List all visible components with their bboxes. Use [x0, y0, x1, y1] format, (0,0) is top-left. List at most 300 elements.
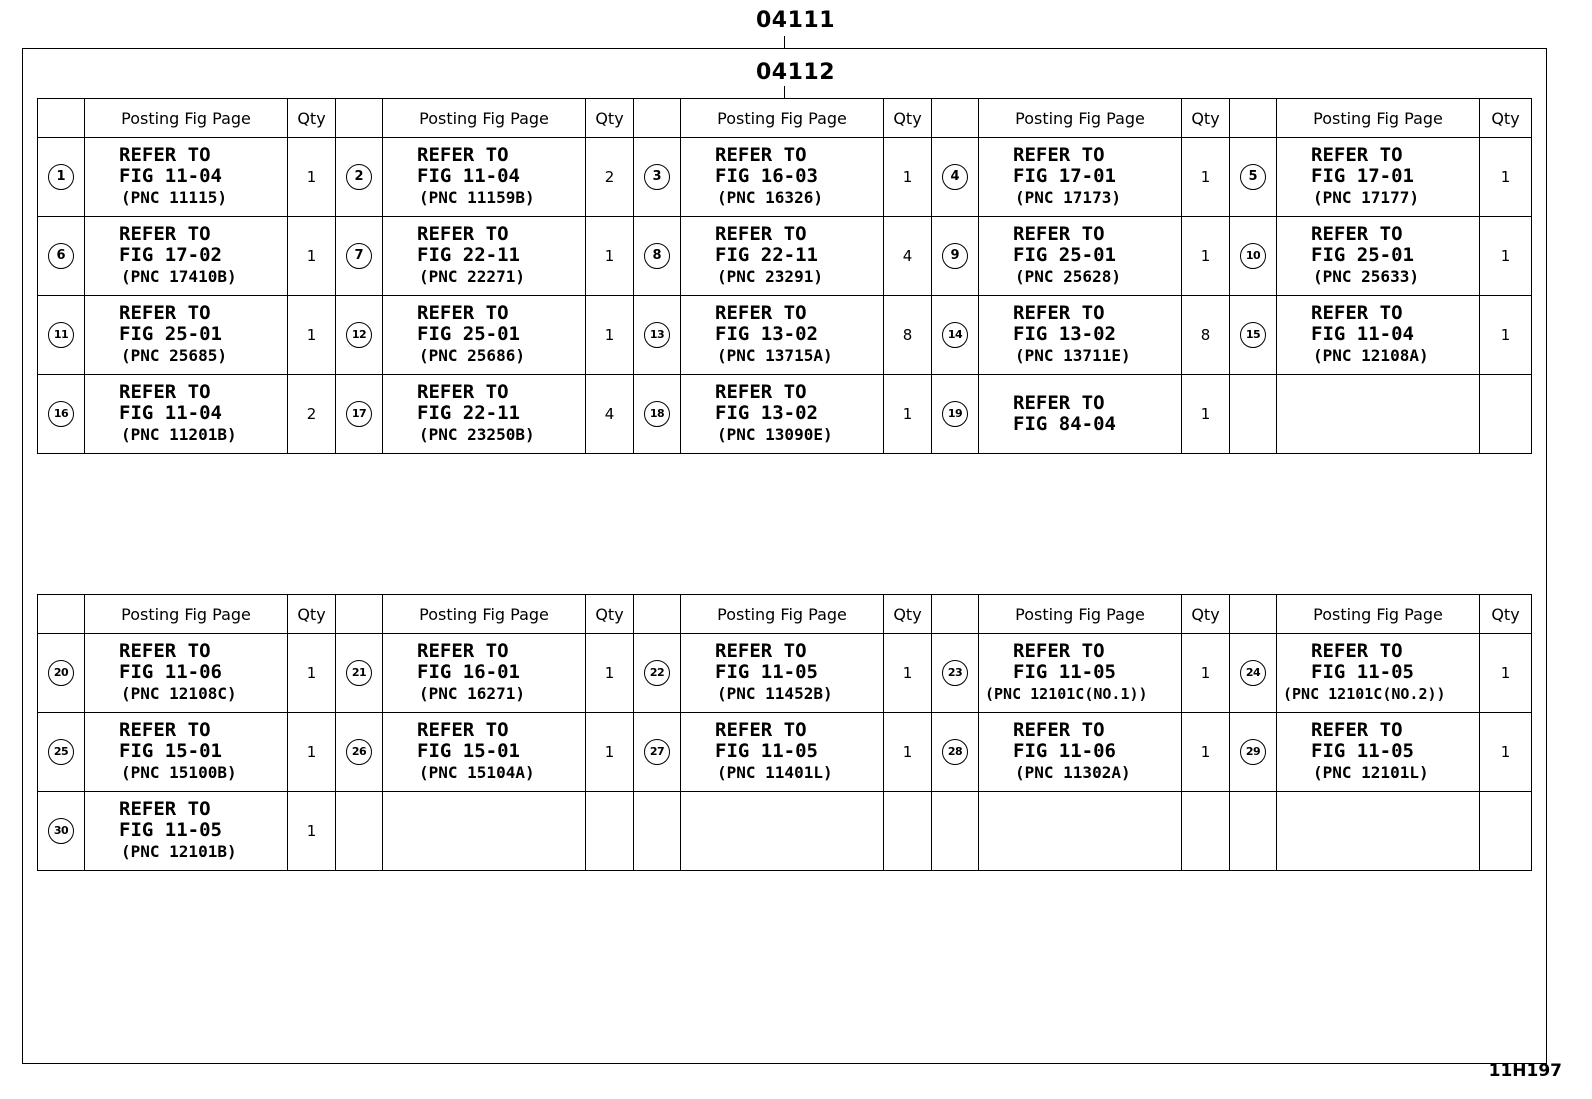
posting-fig-cell — [1277, 138, 1480, 217]
posting-fig-cell — [681, 217, 884, 296]
posting-fig-cell — [383, 296, 586, 375]
qty-cell — [884, 634, 932, 713]
refer-to-label: REFER TO — [119, 144, 211, 166]
qty-cell — [884, 375, 932, 454]
callout-number: 4 — [942, 164, 968, 190]
qty-value: 1 — [1500, 326, 1511, 344]
fig-reference: FIG 25-01 — [119, 323, 222, 345]
callout-number: 18 — [644, 401, 670, 427]
item-number-cell — [634, 375, 681, 454]
refer-to-label: REFER TO — [119, 302, 211, 324]
callout-number: 9 — [942, 243, 968, 269]
posting-fig-cell — [681, 713, 884, 792]
header-posting-fig-page: Posting Fig Page — [383, 99, 586, 138]
qty-value: 1 — [306, 822, 317, 840]
posting-fig-cell — [85, 296, 288, 375]
refer-to-label: REFER TO — [1311, 719, 1403, 741]
header-item-number — [634, 99, 681, 138]
header-qty: Qty — [586, 595, 634, 634]
posting-fig-cell — [85, 375, 288, 454]
qty-value: 1 — [306, 326, 317, 344]
qty-cell — [586, 713, 634, 792]
header-row — [38, 99, 1532, 138]
qty-cell — [1182, 375, 1230, 454]
posting-fig-cell — [681, 375, 884, 454]
pnc-reference: (PNC 11115) — [121, 188, 227, 207]
table-row — [38, 217, 1532, 296]
posting-fig-cell — [85, 792, 288, 871]
qty-cell — [586, 792, 634, 871]
fig-reference: FIG 11-05 — [1311, 740, 1414, 762]
header-qty: Qty — [884, 595, 932, 634]
callout-number: 15 — [1240, 322, 1266, 348]
fig-reference: FIG 25-01 — [1311, 244, 1414, 266]
callout-number: 8 — [644, 243, 670, 269]
item-number-cell — [336, 792, 383, 871]
pnc-reference: (PNC 12108C) — [121, 684, 237, 703]
qty-value: 1 — [1500, 168, 1511, 186]
pnc-reference: (PNC 25686) — [419, 346, 525, 365]
callout-number: 29 — [1240, 739, 1266, 765]
fig-reference: FIG 16-03 — [715, 165, 818, 187]
fig-reference: FIG 22-11 — [417, 244, 520, 266]
fig-reference: FIG 11-04 — [119, 402, 222, 424]
item-number-cell — [932, 138, 979, 217]
qty-cell — [884, 138, 932, 217]
qty-value: 1 — [1200, 743, 1211, 761]
callout-number: 13 — [644, 322, 670, 348]
qty-cell — [1480, 138, 1532, 217]
qty-value: 1 — [902, 664, 913, 682]
header-qty: Qty — [884, 99, 932, 138]
item-number-cell — [38, 217, 85, 296]
qty-value: 1 — [306, 247, 317, 265]
callout-number: 12 — [346, 322, 372, 348]
fig-reference: FIG 17-01 — [1013, 165, 1116, 187]
qty-cell — [1480, 296, 1532, 375]
posting-fig-cell — [1277, 217, 1480, 296]
callout-number: 30 — [48, 818, 74, 844]
pnc-reference: (PNC 17410B) — [121, 267, 237, 286]
callout-number: 11 — [48, 322, 74, 348]
callout-number: 16 — [48, 401, 74, 427]
qty-value: 2 — [604, 168, 615, 186]
qty-value: 1 — [306, 168, 317, 186]
qty-value: 1 — [306, 743, 317, 761]
refer-to-label: REFER TO — [417, 381, 509, 403]
qty-cell — [288, 217, 336, 296]
item-number-cell — [38, 375, 85, 454]
refer-to-label: REFER TO — [119, 381, 211, 403]
refer-to-label: REFER TO — [119, 719, 211, 741]
fig-reference: FIG 84-04 — [1013, 413, 1116, 435]
pnc-reference: (PNC 17177) — [1313, 188, 1419, 207]
item-number-cell — [336, 138, 383, 217]
callout-number: 17 — [346, 401, 372, 427]
pnc-reference: (PNC 12101C(NO.2)) — [1283, 685, 1446, 703]
item-number-cell — [932, 792, 979, 871]
fig-reference: FIG 11-04 — [119, 165, 222, 187]
header-item-number — [38, 99, 85, 138]
fig-reference: FIG 17-01 — [1311, 165, 1414, 187]
item-number-cell — [38, 713, 85, 792]
item-number-cell — [1230, 792, 1277, 871]
qty-value: 4 — [604, 405, 615, 423]
header-item-number — [1230, 595, 1277, 634]
item-number-cell — [38, 634, 85, 713]
refer-to-label: REFER TO — [1013, 223, 1105, 245]
posting-fig-cell — [1277, 634, 1480, 713]
qty-cell — [1182, 296, 1230, 375]
outer-group-code: 04111 — [756, 8, 836, 33]
qty-value: 8 — [1200, 326, 1211, 344]
header-row — [38, 595, 1532, 634]
posting-fig-cell — [681, 296, 884, 375]
item-number-cell — [1230, 375, 1277, 454]
pnc-reference: (PNC 25633) — [1313, 267, 1419, 286]
refer-to-label: REFER TO — [1311, 302, 1403, 324]
qty-cell — [288, 634, 336, 713]
posting-fig-cell — [383, 375, 586, 454]
table-row — [38, 375, 1532, 454]
header-item-number — [336, 99, 383, 138]
header-posting-fig-page: Posting Fig Page — [383, 595, 586, 634]
refer-to-label: REFER TO — [1013, 392, 1105, 414]
header-qty: Qty — [1182, 99, 1230, 138]
reference-table-1 — [37, 98, 1532, 454]
refer-to-label: REFER TO — [715, 302, 807, 324]
posting-fig-cell — [979, 217, 1182, 296]
pnc-reference: (PNC 12108A) — [1313, 346, 1429, 365]
qty-cell — [1182, 217, 1230, 296]
fig-reference: FIG 11-04 — [417, 165, 520, 187]
item-number-cell — [634, 634, 681, 713]
refer-to-label: REFER TO — [417, 223, 509, 245]
refer-to-label: REFER TO — [1311, 144, 1403, 166]
item-number-cell — [336, 634, 383, 713]
header-item-number — [932, 99, 979, 138]
pnc-reference: (PNC 12101C(NO.1)) — [985, 685, 1148, 703]
qty-cell — [288, 138, 336, 217]
header-item-number — [932, 595, 979, 634]
item-number-cell — [1230, 138, 1277, 217]
header-item-number — [38, 595, 85, 634]
fig-reference: FIG 11-05 — [715, 740, 818, 762]
item-number-cell — [634, 792, 681, 871]
qty-cell — [1480, 792, 1532, 871]
qty-cell — [884, 217, 932, 296]
qty-value: 1 — [1500, 664, 1511, 682]
posting-fig-cell — [85, 138, 288, 217]
table-row — [38, 634, 1532, 713]
item-number-cell — [634, 713, 681, 792]
pnc-reference: (PNC 17173) — [1015, 188, 1121, 207]
callout-number: 14 — [942, 322, 968, 348]
item-number-cell — [336, 713, 383, 792]
posting-fig-cell — [1277, 296, 1480, 375]
pnc-reference: (PNC 23250B) — [419, 425, 535, 444]
fig-reference: FIG 11-06 — [1013, 740, 1116, 762]
pnc-reference: (PNC 13090E) — [717, 425, 833, 444]
refer-to-label: REFER TO — [417, 144, 509, 166]
fig-reference: FIG 11-05 — [1013, 661, 1116, 683]
fig-reference: FIG 11-05 — [1311, 661, 1414, 683]
reference-table-2 — [37, 594, 1532, 871]
posting-fig-cell — [1277, 375, 1480, 454]
item-number-cell — [932, 217, 979, 296]
qty-cell — [1480, 634, 1532, 713]
refer-to-label: REFER TO — [715, 719, 807, 741]
posting-fig-cell — [383, 138, 586, 217]
pnc-reference: (PNC 11159B) — [419, 188, 535, 207]
qty-value: 1 — [902, 168, 913, 186]
refer-to-label: REFER TO — [1013, 302, 1105, 324]
item-number-cell — [1230, 634, 1277, 713]
refer-to-label: REFER TO — [1311, 640, 1403, 662]
fig-reference: FIG 11-05 — [119, 819, 222, 841]
item-number-cell — [38, 792, 85, 871]
posting-fig-cell — [979, 296, 1182, 375]
callout-number: 28 — [942, 739, 968, 765]
outer-leader-line — [784, 36, 785, 48]
header-posting-fig-page: Posting Fig Page — [85, 99, 288, 138]
inner-group-code: 04112 — [756, 60, 836, 85]
refer-to-label: REFER TO — [715, 381, 807, 403]
callout-number: 20 — [48, 660, 74, 686]
item-number-cell — [932, 713, 979, 792]
callout-number: 25 — [48, 739, 74, 765]
table-row — [38, 713, 1532, 792]
item-number-cell — [38, 138, 85, 217]
fig-reference: FIG 15-01 — [417, 740, 520, 762]
callout-number: 3 — [644, 164, 670, 190]
item-number-cell — [634, 296, 681, 375]
inner-leader-line — [784, 86, 785, 98]
pnc-reference: (PNC 11201B) — [121, 425, 237, 444]
item-number-cell — [38, 296, 85, 375]
qty-value: 1 — [1200, 168, 1211, 186]
refer-to-label: REFER TO — [119, 798, 211, 820]
pnc-reference: (PNC 15100B) — [121, 763, 237, 782]
posting-fig-cell — [383, 792, 586, 871]
qty-cell — [884, 296, 932, 375]
callout-number: 23 — [942, 660, 968, 686]
posting-fig-cell — [979, 375, 1182, 454]
pnc-reference: (PNC 22271) — [419, 267, 525, 286]
fig-reference: FIG 11-05 — [715, 661, 818, 683]
qty-value: 4 — [902, 247, 913, 265]
header-item-number — [634, 595, 681, 634]
refer-to-label: REFER TO — [417, 719, 509, 741]
qty-value: 1 — [1200, 405, 1211, 423]
refer-to-label: REFER TO — [119, 223, 211, 245]
figure-id: 11H197 — [1488, 1061, 1562, 1081]
qty-value: 2 — [306, 405, 317, 423]
callout-number: 7 — [346, 243, 372, 269]
pnc-reference: (PNC 23291) — [717, 267, 823, 286]
item-number-cell — [1230, 296, 1277, 375]
item-number-cell — [932, 375, 979, 454]
qty-value: 1 — [1200, 247, 1211, 265]
posting-fig-cell — [681, 138, 884, 217]
qty-cell — [1182, 634, 1230, 713]
fig-reference: FIG 22-11 — [715, 244, 818, 266]
item-number-cell — [336, 375, 383, 454]
pnc-reference: (PNC 15104A) — [419, 763, 535, 782]
fig-reference: FIG 15-01 — [119, 740, 222, 762]
item-number-cell — [1230, 713, 1277, 792]
qty-cell — [884, 792, 932, 871]
item-number-cell — [634, 138, 681, 217]
qty-value: 1 — [604, 743, 615, 761]
qty-cell — [1182, 713, 1230, 792]
pnc-reference: (PNC 16326) — [717, 188, 823, 207]
callout-number: 26 — [346, 739, 372, 765]
header-qty: Qty — [288, 595, 336, 634]
fig-reference: FIG 22-11 — [417, 402, 520, 424]
fig-reference: FIG 11-04 — [1311, 323, 1414, 345]
fig-reference: FIG 11-06 — [119, 661, 222, 683]
refer-to-label: REFER TO — [715, 144, 807, 166]
refer-to-label: REFER TO — [119, 640, 211, 662]
header-posting-fig-page: Posting Fig Page — [681, 99, 884, 138]
callout-number: 1 — [48, 164, 74, 190]
pnc-reference: (PNC 11452B) — [717, 684, 833, 703]
fig-reference: FIG 13-02 — [715, 323, 818, 345]
qty-cell — [1480, 713, 1532, 792]
fig-reference: FIG 16-01 — [417, 661, 520, 683]
posting-fig-cell — [681, 634, 884, 713]
posting-fig-cell — [85, 217, 288, 296]
qty-cell — [586, 634, 634, 713]
qty-cell — [586, 375, 634, 454]
header-posting-fig-page: Posting Fig Page — [979, 99, 1182, 138]
qty-value: 1 — [902, 405, 913, 423]
header-qty: Qty — [288, 99, 336, 138]
pnc-reference: (PNC 12101B) — [121, 842, 237, 861]
qty-cell — [586, 138, 634, 217]
posting-fig-cell — [383, 217, 586, 296]
fig-reference: FIG 17-02 — [119, 244, 222, 266]
posting-fig-cell — [1277, 713, 1480, 792]
refer-to-label: REFER TO — [1013, 144, 1105, 166]
callout-number: 5 — [1240, 164, 1266, 190]
fig-reference: FIG 25-01 — [417, 323, 520, 345]
pnc-reference: (PNC 11302A) — [1015, 763, 1131, 782]
posting-fig-cell — [681, 792, 884, 871]
callout-number: 6 — [48, 243, 74, 269]
qty-cell — [1480, 217, 1532, 296]
qty-cell — [288, 792, 336, 871]
table-row — [38, 296, 1532, 375]
posting-fig-cell — [1277, 792, 1480, 871]
posting-fig-cell — [383, 634, 586, 713]
header-posting-fig-page: Posting Fig Page — [85, 595, 288, 634]
header-qty: Qty — [1480, 99, 1532, 138]
qty-cell — [288, 713, 336, 792]
qty-value: 1 — [902, 743, 913, 761]
refer-to-label: REFER TO — [417, 302, 509, 324]
callout-number: 2 — [346, 164, 372, 190]
qty-value: 8 — [902, 326, 913, 344]
item-number-cell — [932, 634, 979, 713]
header-qty: Qty — [1182, 595, 1230, 634]
posting-fig-cell — [383, 713, 586, 792]
header-posting-fig-page: Posting Fig Page — [1277, 595, 1480, 634]
qty-cell — [1480, 375, 1532, 454]
qty-cell — [288, 296, 336, 375]
qty-value: 1 — [306, 664, 317, 682]
qty-cell — [1182, 138, 1230, 217]
qty-value: 1 — [604, 326, 615, 344]
posting-fig-cell — [979, 138, 1182, 217]
posting-fig-cell — [979, 634, 1182, 713]
posting-fig-cell — [85, 634, 288, 713]
header-qty: Qty — [586, 99, 634, 138]
table-row — [38, 138, 1532, 217]
pnc-reference: (PNC 13715A) — [717, 346, 833, 365]
refer-to-label: REFER TO — [1013, 640, 1105, 662]
qty-value: 1 — [604, 247, 615, 265]
header-posting-fig-page: Posting Fig Page — [979, 595, 1182, 634]
refer-to-label: REFER TO — [1311, 223, 1403, 245]
qty-value: 1 — [1200, 664, 1211, 682]
pnc-reference: (PNC 11401L) — [717, 763, 833, 782]
qty-cell — [288, 375, 336, 454]
header-qty: Qty — [1480, 595, 1532, 634]
qty-value: 1 — [1500, 247, 1511, 265]
callout-number: 21 — [346, 660, 372, 686]
item-number-cell — [634, 217, 681, 296]
header-posting-fig-page: Posting Fig Page — [681, 595, 884, 634]
pnc-reference: (PNC 25628) — [1015, 267, 1121, 286]
callout-number: 10 — [1240, 243, 1266, 269]
header-item-number — [336, 595, 383, 634]
callout-number: 27 — [644, 739, 670, 765]
posting-fig-cell — [979, 713, 1182, 792]
qty-value: 1 — [604, 664, 615, 682]
item-number-cell — [336, 217, 383, 296]
header-item-number — [1230, 99, 1277, 138]
fig-reference: FIG 13-02 — [715, 402, 818, 424]
refer-to-label: REFER TO — [417, 640, 509, 662]
pnc-reference: (PNC 12101L) — [1313, 763, 1429, 782]
fig-reference: FIG 25-01 — [1013, 244, 1116, 266]
callout-number: 19 — [942, 401, 968, 427]
item-number-cell — [1230, 217, 1277, 296]
pnc-reference: (PNC 16271) — [419, 684, 525, 703]
posting-fig-cell — [979, 792, 1182, 871]
item-number-cell — [336, 296, 383, 375]
header-posting-fig-page: Posting Fig Page — [1277, 99, 1480, 138]
callout-number: 24 — [1240, 660, 1266, 686]
qty-cell — [586, 217, 634, 296]
refer-to-label: REFER TO — [715, 640, 807, 662]
posting-fig-cell — [85, 713, 288, 792]
qty-cell — [884, 713, 932, 792]
pnc-reference: (PNC 25685) — [121, 346, 227, 365]
refer-to-label: REFER TO — [715, 223, 807, 245]
item-number-cell — [932, 296, 979, 375]
fig-reference: FIG 13-02 — [1013, 323, 1116, 345]
qty-value: 1 — [1500, 743, 1511, 761]
table-row — [38, 792, 1532, 871]
refer-to-label: REFER TO — [1013, 719, 1105, 741]
qty-cell — [1182, 792, 1230, 871]
callout-number: 22 — [644, 660, 670, 686]
qty-cell — [586, 296, 634, 375]
pnc-reference: (PNC 13711E) — [1015, 346, 1131, 365]
